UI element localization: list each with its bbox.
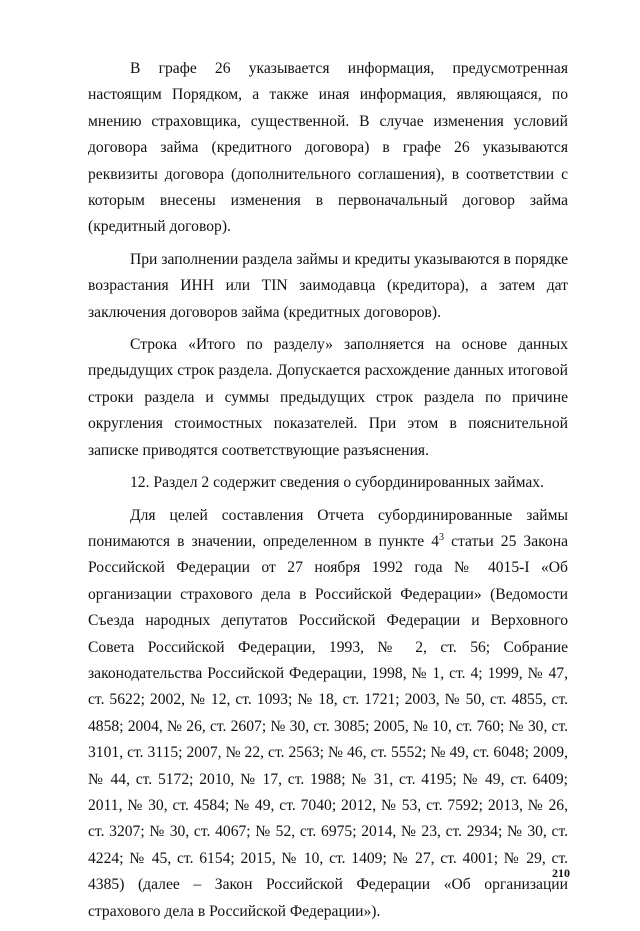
paragraph-text-before-footnote: Для целей составления Отчета субординированные займы понимаются в значении, определенном в пункте 4 bbox=[88, 506, 568, 550]
document-body bbox=[88, 56, 568, 931]
paragraph-text-after-footnote: статьи 25 Закона Российской Федерации от 27 ноября 1992 года № 4015-I «Об организации страхового дела в Российской Федерации» (Ведомости Съезда народных депутатов Российской Федерации и Верховного Совета Российской Федерации, 1993, № 2, ст. 56; Собрание законодательства Российской Федерации, 1998, № 1, ст. 4; 1999, № 47, ст. 5622; 2002, № 12, ст. 1093; № 18, ст. 1721; 2003, № 50, ст. 4855, ст. 4858; 2004, № 26, ст. 2607; № 30, ст. 3085; 2005, № 10, ст. 760; № 30, ст. 3101, ст. 3115; 2007, № 22, ст. 2563; № 46, ст. 5552; № 49, ст. 6048; 2009, № 44, ст. 5172; 2010, № 17, ст. 1988; № 31, ст. 4195; № 49, ст. 6409; 2011, № 30, ст. 4584; № 49, ст. 7040; 2012, № 53, ст. 7592; 2013, № 26, ст. 3207; № 30, ст. 4067; № 52, ст. 6975; 2014, № 23, ст. 2934; № 30, ст. 4224; № 45, ст. 6154; 2015, № 10, ст. 1409; № 27, ст. 4001; № 29, ст. 4385) (далее – Закон Российской Федерации «Об организации страхового дела в Российской Федерации»). bbox=[88, 532, 568, 920]
superscript-mark: 3 bbox=[439, 531, 445, 543]
paragraph-loans-order: При заполнении раздела займы и кредиты указываются в порядке возрастания ИНН или TIN заимодавца (кредитора), а затем дат заключения договоров займа (кредитных договоров). bbox=[88, 250, 568, 321]
paragraph-section-total: Строка «Итого по разделу» заполняется на основе данных предыдущих строк раздела. Допускается расхождение данных итоговой строки раздела и суммы предыдущих строк раздела по причине округления стоимостных показателей. При этом в пояснительной записке приводятся соответствующие разъяснения. bbox=[88, 336, 568, 459]
paragraph-subordinated-loans bbox=[88, 503, 568, 926]
paragraph-column-26: В графе 26 указывается информация, предусмотренная настоящим Порядком, а также иная информация, являющаяся, по мнению страховщика, существенной. В случае изменения условий договора займа (кредитного договора) в графе 26 указываются реквизиты договора (дополнительного соглашения), в соответствии с которым внесены изменения в первоначальный договор займа (кредитный договор). bbox=[88, 60, 568, 236]
page-number: 210 bbox=[552, 866, 570, 880]
paragraph-section-2: 12. Раздел 2 содержит сведения о субординированных займах. bbox=[130, 474, 545, 492]
